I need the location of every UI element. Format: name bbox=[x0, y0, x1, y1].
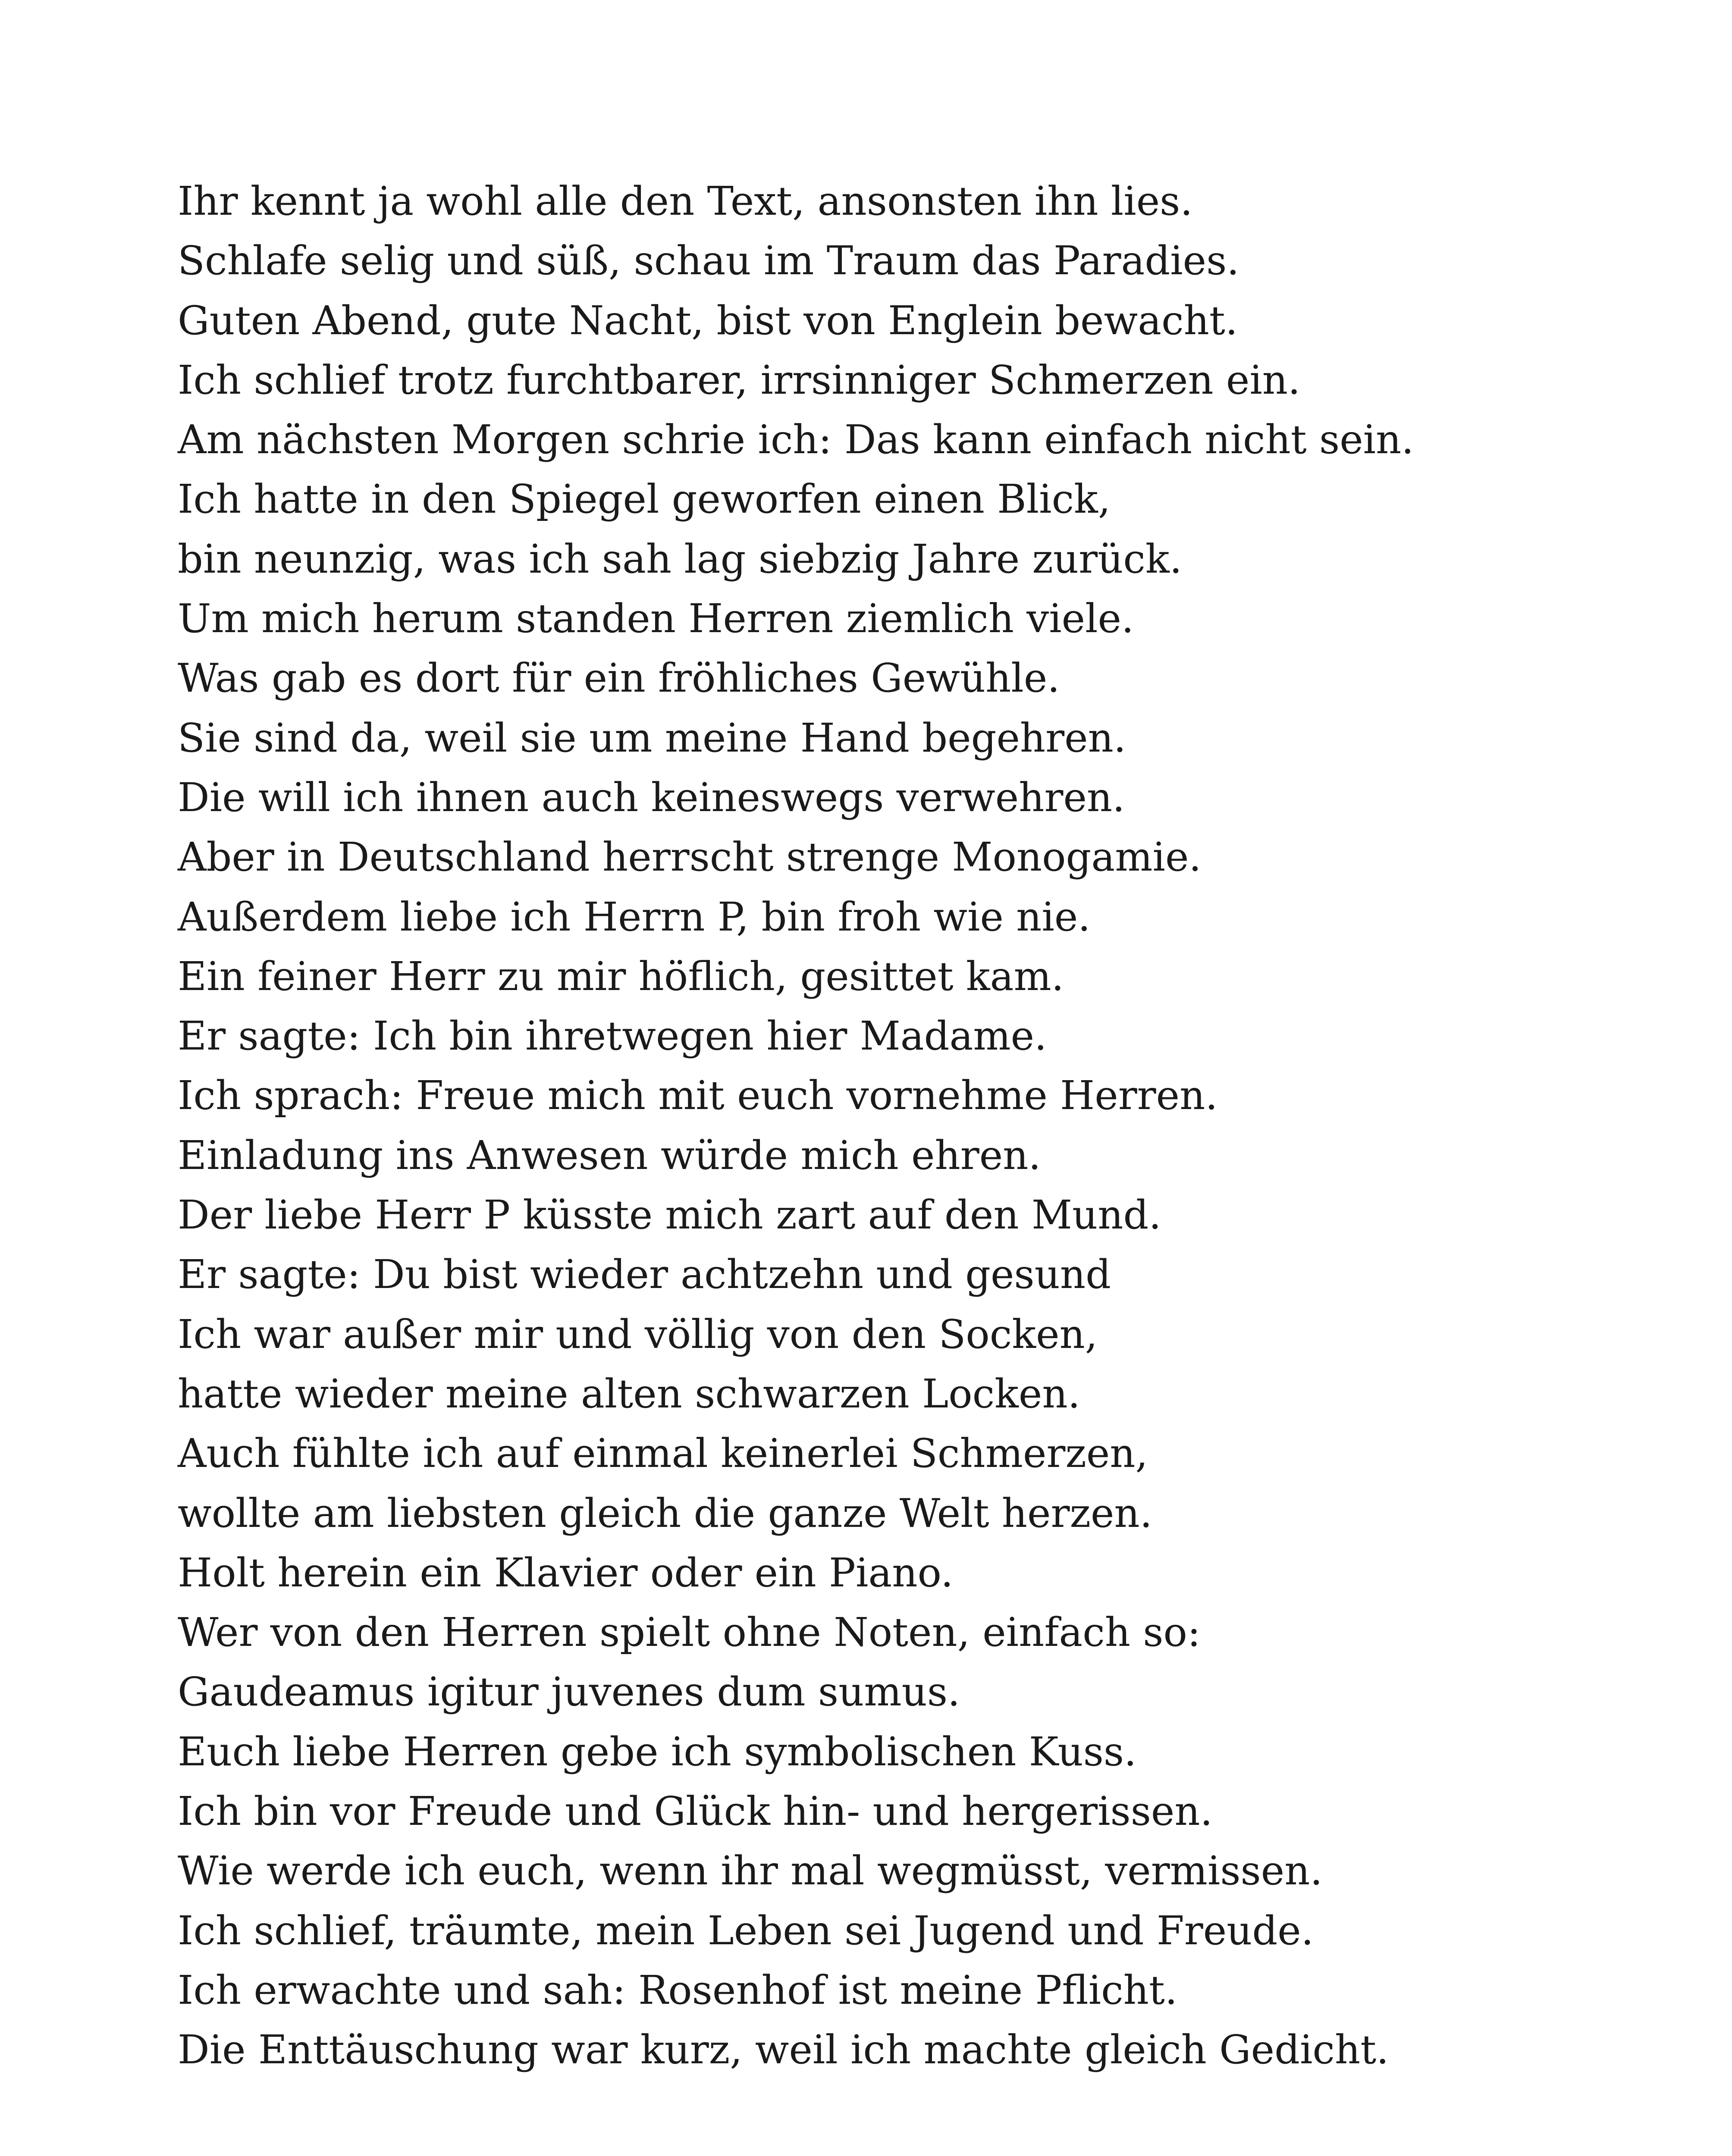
poem-line: Ich hatte in den Spiegel geworfen einen Blick, bbox=[178, 476, 1111, 523]
poem-line: Einladung ins Anwesen würde mich ehren. bbox=[178, 1132, 1041, 1178]
poem-line: Was gab es dort für ein fröhliches Gewühle. bbox=[178, 655, 1060, 702]
poem-line: Am nächsten Morgen schrie ich: Das kann einfach nicht sein. bbox=[178, 417, 1414, 463]
poem-line: Ich bin vor Freude und Glück hin- und hergerissen. bbox=[178, 1788, 1213, 1835]
poem-line: Guten Abend, gute Nacht, bist von Englein bewacht. bbox=[178, 297, 1238, 344]
poem-line: Ein feiner Herr zu mir höflich, gesittet kam. bbox=[178, 953, 1064, 1000]
poem-line: Ich schlief trotz furchtbarer, irrsinniger Schmerzen ein. bbox=[178, 357, 1301, 403]
poem-text bbox=[178, 172, 1601, 2080]
poem-line: Schlafe selig und süß, schau im Traum das Paradies. bbox=[178, 238, 1239, 284]
poem-line: Er sagte: Ich bin ihretwegen hier Madame. bbox=[178, 1013, 1047, 1059]
poem-line: bin neunzig, was ich sah lag siebzig Jahre zurück. bbox=[178, 536, 1182, 582]
poem-line: Um mich herum standen Herren ziemlich viele. bbox=[178, 595, 1134, 642]
poem-line: Euch liebe Herren gebe ich symbolischen Kuss. bbox=[178, 1728, 1137, 1775]
poem-line: Sie sind da, weil sie um meine Hand begehren. bbox=[178, 714, 1126, 761]
poem-line: Holt herein ein Klavier oder ein Piano. bbox=[178, 1549, 954, 1596]
poem-line: Aber in Deutschland herrscht strenge Monogamie. bbox=[178, 834, 1202, 881]
poem-line: Der liebe Herr P küsste mich zart auf den Mund. bbox=[178, 1192, 1161, 1238]
poem-line: Gaudeamus igitur juvenes dum sumus. bbox=[178, 1669, 960, 1715]
poem-line: hatte wieder meine alten schwarzen Locken. bbox=[178, 1370, 1080, 1417]
poem-line: Ich schlief, träumte, mein Leben sei Jugend und Freude. bbox=[178, 1907, 1314, 1954]
poem-line: Ihr kennt ja wohl alle den Text, ansonsten ihn lies. bbox=[178, 178, 1193, 224]
poem-line: Ich sprach: Freue mich mit euch vornehme Herren. bbox=[178, 1072, 1218, 1119]
poem-line: Wie werde ich euch, wenn ihr mal wegmüsst, vermissen. bbox=[178, 1848, 1323, 1894]
poem-line: Auch fühlte ich auf einmal keinerlei Schmerzen, bbox=[178, 1430, 1148, 1477]
poem-line: Ich war außer mir und völlig von den Socken, bbox=[178, 1311, 1098, 1357]
poem-line: Ich erwachte und sah: Rosenhof ist meine Pflicht. bbox=[178, 1967, 1178, 2013]
poem-line: Die will ich ihnen auch keineswegs verwehren. bbox=[178, 774, 1125, 821]
poem-line: Er sagte: Du bist wieder achtzehn und gesund bbox=[178, 1251, 1111, 1298]
poem-line: Außerdem liebe ich Herrn P, bin froh wie nie. bbox=[178, 893, 1091, 940]
poem-line: Wer von den Herren spielt ohne Noten, einfach so: bbox=[178, 1609, 1201, 1656]
poem-line: wollte am liebsten gleich die ganze Welt herzen. bbox=[178, 1490, 1152, 1536]
poem-line: Die Enttäuschung war kurz, weil ich machte gleich Gedicht. bbox=[178, 2027, 1389, 2073]
